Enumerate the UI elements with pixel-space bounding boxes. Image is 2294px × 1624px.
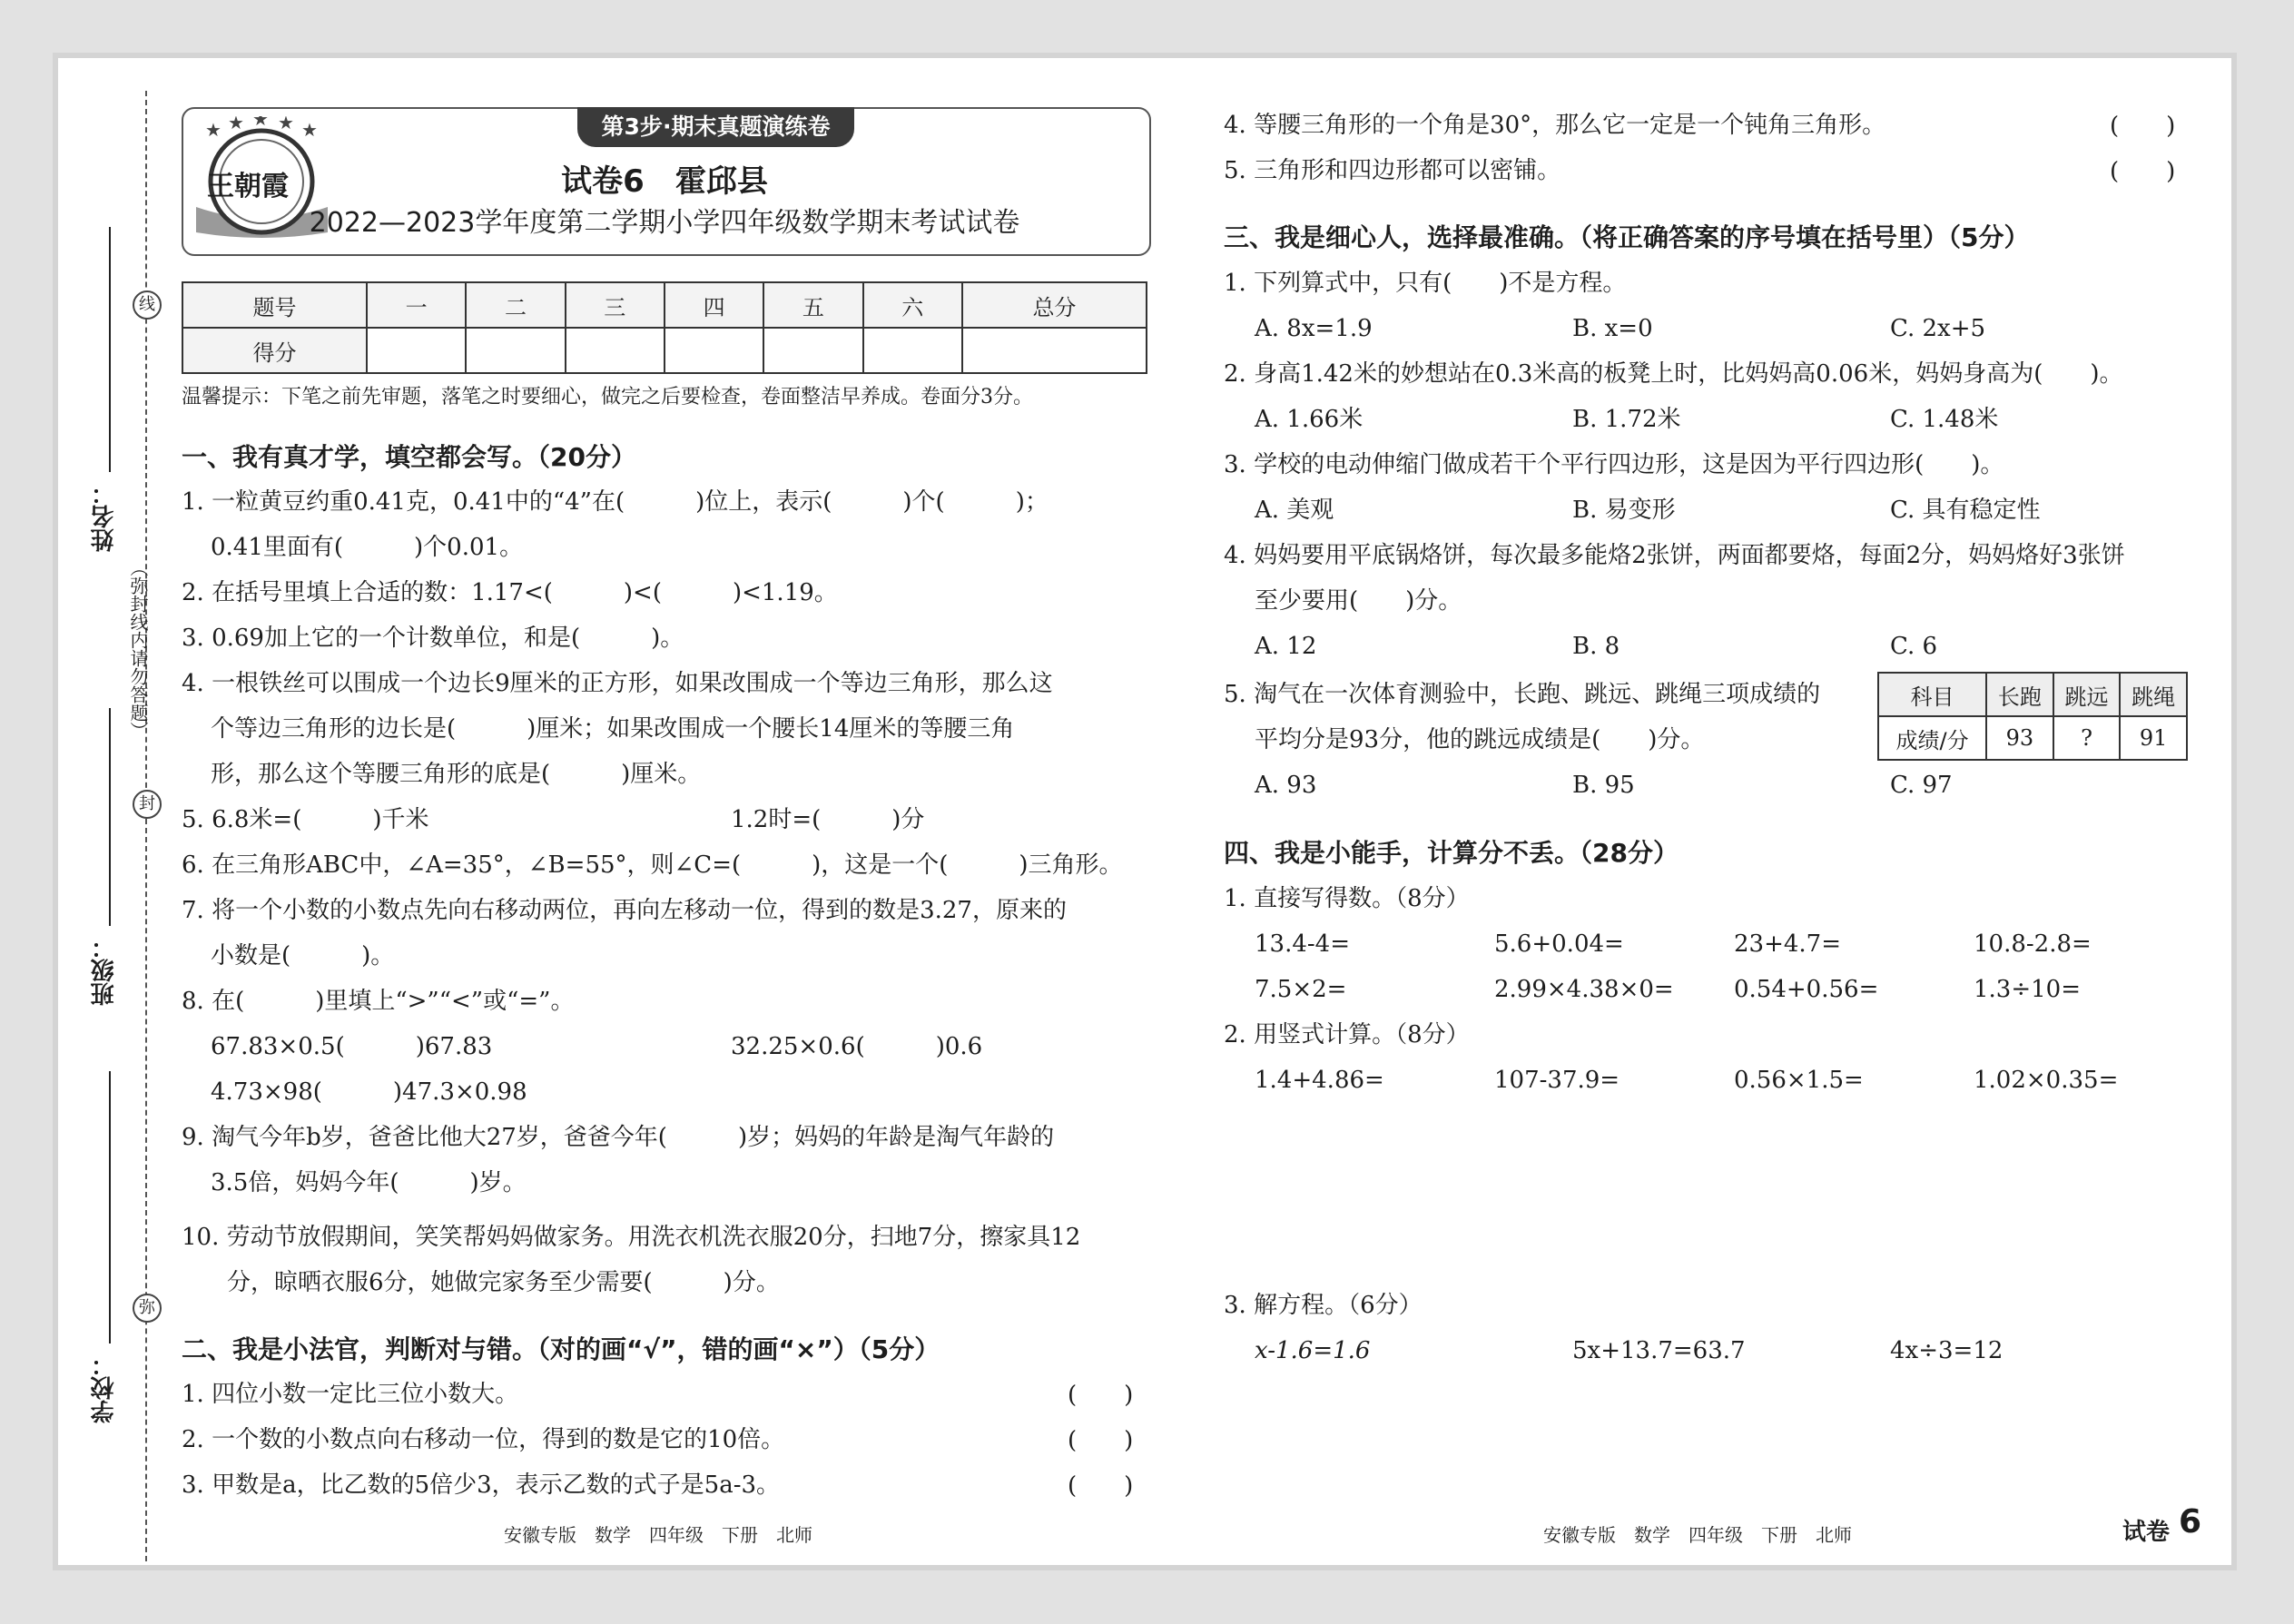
page-label: 试卷 [2122, 1519, 2171, 1546]
section2-title: 二、我是小法官，判断对与错。（对的画“√”，错的画“×”）（5分） [182, 1334, 940, 1364]
s3-q5-opt-c: C. 97 [1890, 772, 1953, 799]
s4-p1-r2-c1: 7.5×2= [1255, 976, 1347, 1003]
seal-char-seal: 封 [133, 790, 162, 819]
s4-p3-c1: x-1.6=1.6 [1255, 1337, 1371, 1364]
s1-q1b: 0.41里面有( )个0.01。 [211, 534, 524, 561]
exam-subtitle: 2022—2023学年度第二学期小学四年级数学期末考试试卷 [309, 207, 1020, 239]
s3-q2-opt-b: B. 1.72米 [1572, 406, 1681, 433]
s3-q2: 2. 身高1.42米的妙想站在0.3米高的板凳上时，比妈妈高0.06米，妈妈身高为( )。 [1224, 360, 2123, 388]
s4-p1-r2-c4: 1.3÷10= [1974, 976, 2082, 1003]
s1-q4c: 形，那么这个等腰三角形的底是( )厘米。 [211, 761, 702, 788]
section4-title: 四、我是小能手，计算分不丢。（28分） [1224, 838, 1679, 868]
class-label: 班级： [91, 935, 118, 1006]
s4-p2-c4: 1.02×0.35= [1974, 1067, 2119, 1094]
s2-item-2: 2. 一个数的小数点向右移动一位，得到的数是它的10倍。 [182, 1426, 785, 1453]
s3-q4-opt-b: B. 8 [1572, 633, 1620, 660]
s1-q8a: 67.83×0.5( )67.83 [211, 1033, 493, 1060]
s1-q7b: 小数是( )。 [211, 942, 395, 969]
score-cell[interactable] [466, 328, 565, 373]
s2-item-4: 4. 等腰三角形的一个角是30°，那么它一定是一个钝角三角形。 [1224, 112, 1886, 139]
s1-q9b: 3.5倍，妈妈今年( )岁。 [211, 1169, 527, 1196]
footer-left: 安徽专版 数学 四年级 下册 北师 [504, 1524, 812, 1546]
s1-q1a: 1. 一粒黄豆约重0.41克，0.41中的“4”在( )位上，表示( )个( )； [182, 488, 1049, 516]
s3-q2-opt-c: C. 1.48米 [1890, 406, 1999, 433]
class-line[interactable] [109, 708, 111, 926]
s3-q5-opt-a: A. 93 [1255, 772, 1317, 799]
s1-q9a: 9. 淘气今年b岁，爸爸比他大27岁，爸爸今年( )岁；妈妈的年龄是淘气年龄的 [182, 1124, 1055, 1151]
vertical-calc-workspace[interactable] [1255, 1107, 2181, 1280]
s1-q10b: 分，晾晒衣服6分，她做完家务至少需要( )分。 [227, 1269, 780, 1296]
school-label: 学校： [91, 1353, 118, 1423]
svg-text:★: ★ [301, 119, 318, 141]
s3-q1-opt-b: B. x=0 [1572, 315, 1653, 342]
s4-p2: 2. 用竖式计算。（8分） [1224, 1021, 1470, 1048]
score-cell[interactable] [962, 328, 1147, 373]
score-table: 题号 一 二 三 四 五 六 总分 得分 [182, 281, 1147, 374]
scores-mini-table: 科目 长跑 跳远 跳绳 成绩/分 93 ? 91 [1877, 672, 2188, 761]
s1-q10a: 10. 劳动节放假期间，笑笑帮妈妈做家务。用洗衣机洗衣服20分，扫地7分，擦家具12 [182, 1224, 1081, 1251]
s3-q5a: 5. 淘气在一次体育测验中，长跑、跳远、跳绳三项成绩的 [1224, 681, 1821, 708]
s4-p1-r1-c4: 10.8-2.8= [1974, 930, 2092, 958]
s3-q1-opt-c: C. 2x+5 [1890, 315, 1986, 342]
section3-title: 三、我是细心人，选择最准确。（将正确答案的序号填在括号里）（5分） [1224, 222, 2030, 252]
s3-q1-opt-a: A. 8x=1.9 [1255, 315, 1373, 342]
s4-p1-r2-c3: 0.54+0.56= [1734, 976, 1879, 1003]
logo: ★ ★ ★ ★ ★ 王朝霞 [187, 116, 337, 243]
step-badge: 第3步·期末真题演练卷 [577, 107, 854, 147]
s2-bracket-5[interactable]: ( ) [2110, 158, 2176, 185]
s4-p2-c1: 1.4+4.86= [1255, 1067, 1384, 1094]
s2-bracket-3[interactable]: ( ) [1068, 1472, 1134, 1500]
s1-q8b: 32.25×0.6( )0.6 [731, 1033, 983, 1060]
s4-p1-r1-c1: 13.4-4= [1255, 930, 1351, 958]
s3-q4-opt-a: A. 12 [1255, 633, 1317, 660]
s2-bracket-2[interactable]: ( ) [1068, 1427, 1134, 1454]
s4-p1-r2-c2: 2.99×4.38×0= [1494, 976, 1674, 1003]
s3-q3-opt-a: A. 美观 [1255, 497, 1334, 524]
s3-q4b: 至少要用( )分。 [1255, 587, 1462, 615]
svg-text:★: ★ [228, 116, 244, 133]
s1-q4b: 个等边三角形的边长是( )厘米；如果改围成一个腰长14厘米的等腰三角 [211, 715, 1015, 743]
s3-q3-opt-b: B. 易变形 [1572, 497, 1676, 524]
score-cell[interactable] [566, 328, 665, 373]
s4-p2-c2: 107-37.9= [1494, 1067, 1620, 1094]
s3-q4-opt-c: C. 6 [1890, 633, 1938, 660]
s3-q5-opt-b: B. 95 [1572, 772, 1635, 799]
s3-q3-opt-c: C. 具有稳定性 [1890, 497, 2041, 524]
s4-p1-r1-c3: 23+4.7= [1734, 930, 1842, 958]
s1-q6: 6. 在三角形ABC中，∠A=35°，∠B=55°，则∠C=( )，这是一个( )三角形。 [182, 851, 1123, 879]
section1-title: 一、我有真才学，填空都会写。（20分） [182, 442, 636, 472]
s1-q7a: 7. 将一个小数的小数点先向右移动两位，再向左移动一位，得到的数是3.27，原来的 [182, 897, 1067, 924]
s1-q5b: 1.2时=( )分 [731, 806, 925, 833]
s3-q3: 3. 学校的电动伸缩门做成若干个平行四边形，这是因为平行四边形( )。 [1224, 451, 2004, 478]
score-cell[interactable] [763, 328, 862, 373]
seal-warning: （弥封线内请勿答题） [127, 558, 149, 740]
s1-q3: 3. 0.69加上它的一个计数单位，和是( )。 [182, 625, 684, 652]
school-line[interactable] [109, 1071, 111, 1343]
score-cell[interactable] [863, 328, 962, 373]
name-line[interactable] [109, 227, 111, 472]
s1-q8: 8. 在( )里填上“>”“<”或“=”。 [182, 988, 575, 1015]
s2-item-5: 5. 三角形和四边形都可以密铺。 [1224, 157, 1561, 184]
s3-q5b: 平均分是93分，他的跳远成绩是( )分。 [1255, 726, 1705, 753]
s2-item-3: 3. 甲数是a，比乙数的5倍少3，表示乙数的式子是5a-3。 [182, 1471, 781, 1499]
s1-q8c: 4.73×98( )47.3×0.98 [211, 1078, 527, 1106]
footer-right: 安徽专版 数学 四年级 下册 北师 [1543, 1524, 1852, 1546]
s4-p3-c2: 5x+13.7=63.7 [1572, 1337, 1746, 1364]
svg-text:★: ★ [205, 119, 222, 141]
s1-q2: 2. 在括号里填上合适的数：1.17<( )<( )<1.19。 [182, 579, 838, 606]
s4-p1: 1. 直接写得数。（8分） [1224, 885, 1470, 912]
s2-bracket-1[interactable]: ( ) [1068, 1382, 1134, 1409]
exam-title: 试卷6 霍邱县 [561, 163, 768, 200]
svg-text:★: ★ [252, 116, 269, 130]
page-number: 6 [2179, 1503, 2202, 1540]
s3-q1: 1. 下列算式中，只有( )不是方程。 [1224, 270, 1627, 297]
s4-p3-c3: 4x÷3=12 [1890, 1337, 2004, 1364]
seal-char-line: 线 [133, 290, 162, 320]
name-label: 姓名： [91, 481, 118, 552]
tip-text: 温馨提示：下笔之前先审题，落笔之时要细心，做完之后要检查，卷面整洁早养成。卷面分3分。 [182, 386, 1034, 408]
s1-q5a: 5. 6.8米=( )千米 [182, 806, 429, 833]
s2-item-1: 1. 四位小数一定比三位小数大。 [182, 1381, 519, 1408]
s4-p3: 3. 解方程。（6分） [1224, 1292, 1423, 1319]
s3-q4a: 4. 妈妈要用平底锅烙饼，每次最多能烙2张饼，两面都要烙，每面2分，妈妈烙好3张饼 [1224, 542, 2125, 569]
seal-char-mi: 弥 [133, 1294, 162, 1323]
s3-q2-opt-a: A. 1.66米 [1255, 406, 1364, 433]
s1-q4a: 4. 一根铁丝可以围成一个边长9厘米的正方形，如果改围成一个等边三角形，那么这 [182, 670, 1053, 697]
svg-text:★: ★ [278, 116, 294, 133]
score-cell[interactable] [665, 328, 763, 373]
s4-p2-c3: 0.56×1.5= [1734, 1067, 1864, 1094]
score-cell[interactable] [367, 328, 466, 373]
s2-bracket-4[interactable]: ( ) [2110, 113, 2176, 140]
s4-p1-r1-c2: 5.6+0.04= [1494, 930, 1624, 958]
